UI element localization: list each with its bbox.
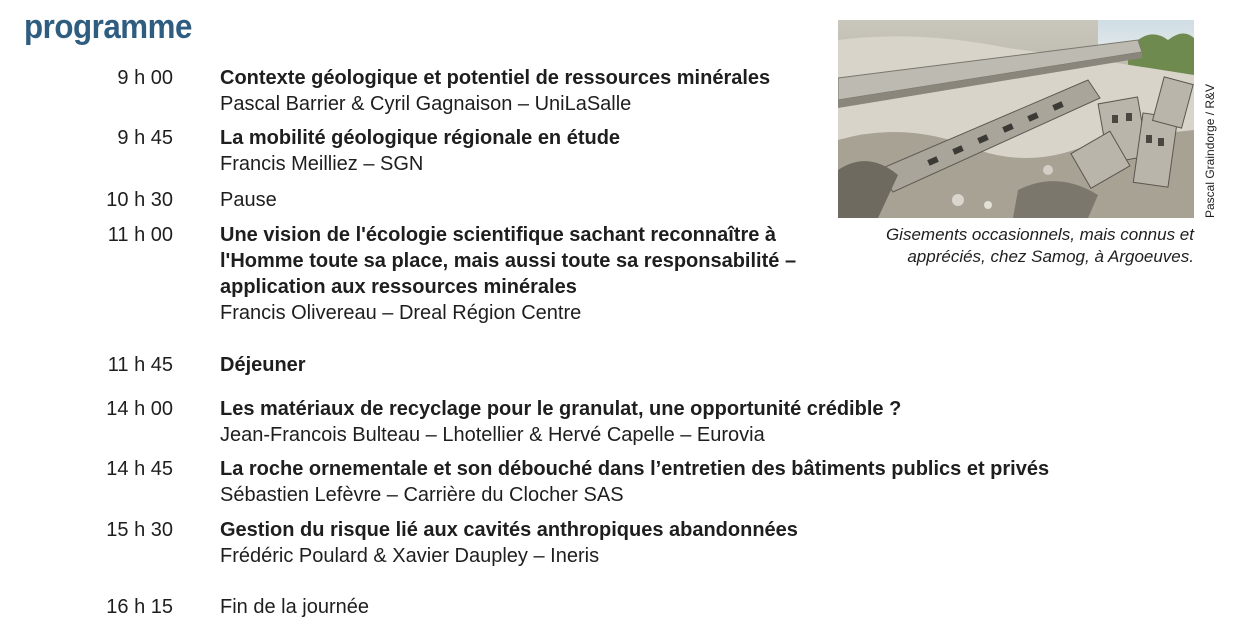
site-photo: [838, 20, 1194, 218]
session-title: Déjeuner: [220, 354, 306, 376]
session-title-line: l'Homme toute sa place, mais aussi toute sa responsabilité –: [220, 250, 797, 272]
schedule-time: 14 h 45: [106, 458, 173, 480]
rubble-photo-illustration: [838, 20, 1194, 218]
schedule-time: 16 h 15: [106, 596, 173, 618]
schedule-time: 9 h 45: [117, 127, 173, 149]
caption-line: appréciés, chez Samog, à Argoeuves.: [907, 247, 1194, 266]
schedule-time: 11 h 45: [107, 354, 173, 376]
session-title-line: application aux ressources minérales: [220, 276, 577, 298]
session-title: Contexte géologique et potentiel de ressources minérales: [220, 67, 771, 89]
session-title: La roche ornementale et son débouché dans l’entretien des bâtiments publics et privés: [220, 458, 1050, 480]
session-speaker: Francis Olivereau – Dreal Région Centre: [220, 302, 582, 324]
photo-credit: Pascal Graindorge / R&V: [1203, 83, 1217, 218]
schedule-time: 14 h 00: [106, 398, 173, 420]
session-title: Fin de la journée: [220, 596, 369, 618]
photo-caption: [814, 224, 1194, 268]
schedule-time: 10 h 30: [106, 189, 173, 211]
session-speaker: Frédéric Poulard & Xavier Daupley – Ineris: [220, 545, 600, 567]
session-speaker: Jean-Francois Bulteau – Lhotellier & Hervé Capelle – Eurovia: [220, 424, 765, 446]
session-title: La mobilité géologique régionale en étude: [220, 127, 621, 149]
session-title: Les matériaux de recyclage pour le granulat, une opportunité crédible ?: [220, 398, 902, 420]
schedule-time: 9 h 00: [117, 67, 173, 89]
session-speaker: Sébastien Lefèvre – Carrière du Clocher SAS: [220, 484, 624, 506]
caption-line: Gisements occasionnels, mais connus et: [885, 225, 1194, 244]
schedule-time: 11 h 00: [107, 224, 173, 246]
page-title: programme: [24, 8, 192, 46]
schedule-time: 15 h 30: [106, 519, 173, 541]
session-title: Pause: [220, 189, 277, 211]
session-title-line: Une vision de l'écologie scientifique sachant reconnaître à: [220, 224, 777, 246]
session-title: Gestion du risque lié aux cavités anthropiques abandonnées: [220, 519, 798, 541]
session-speaker: Francis Meilliez – SGN: [220, 153, 424, 175]
session-speaker: Pascal Barrier & Cyril Gagnaison – UniLaSalle: [220, 93, 632, 115]
